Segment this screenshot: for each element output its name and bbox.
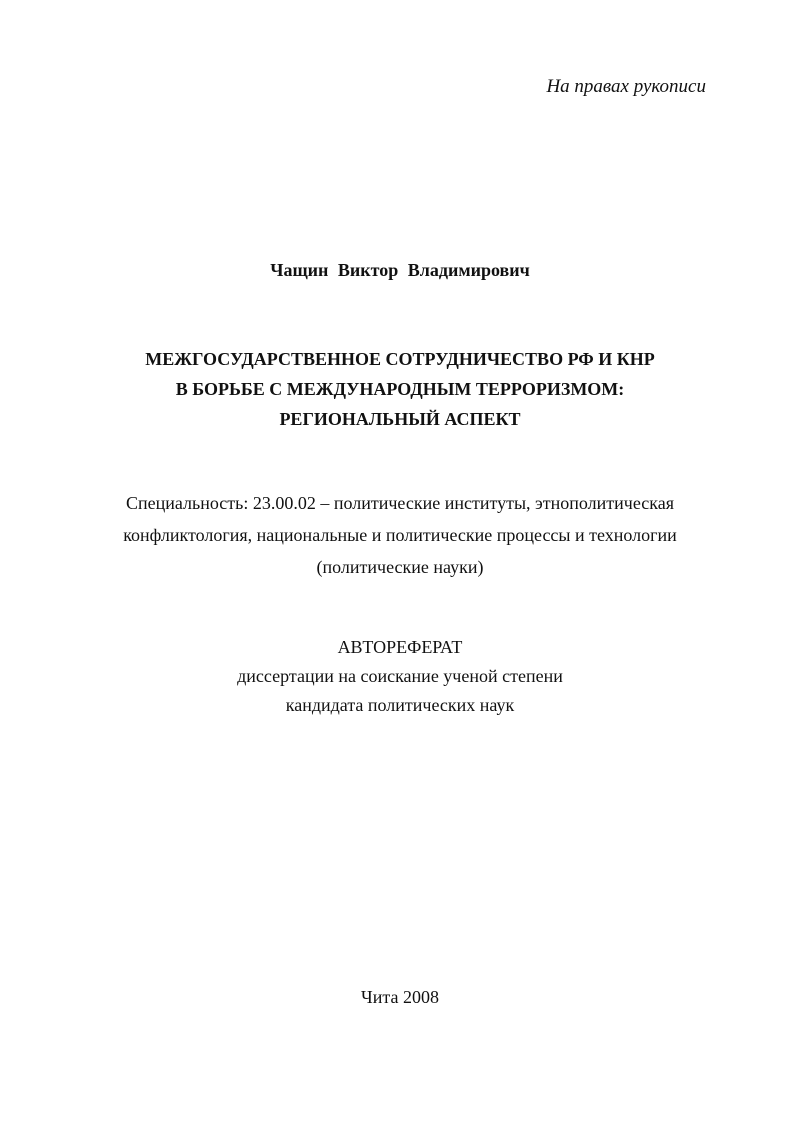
author-name: Чащин Виктор Владимирович bbox=[270, 260, 530, 280]
abstract-line: диссертации на соискание ученой степени bbox=[237, 666, 563, 686]
abstract-line: кандидата политических наук bbox=[285, 695, 515, 715]
title-line: МЕЖГОСУДАРСТВЕННОЕ СОТРУДНИЧЕСТВО РФ И КНР bbox=[145, 349, 655, 369]
title-line: РЕГИОНАЛЬНЫЙ АСПЕКТ bbox=[279, 409, 521, 429]
city-year: Чита 2008 bbox=[361, 987, 439, 1007]
specialty-line: конфликтология, национальные и политические процессы и технологии bbox=[123, 525, 677, 545]
abstract-heading: АВТОРЕФЕРАТ bbox=[337, 637, 463, 657]
specialty-block bbox=[0, 487, 800, 583]
rights-note: На правах рукописи bbox=[546, 76, 706, 97]
specialty-line: (политические науки) bbox=[316, 557, 484, 577]
specialty-line: Специальность: 23.00.02 – политические институты, этнополитическая bbox=[125, 493, 675, 513]
title-line: В БОРЬБЕ С МЕЖДУНАРОДНЫМ ТЕРРОРИЗМОМ: bbox=[175, 379, 625, 399]
abstract-block bbox=[0, 633, 800, 720]
dissertation-title bbox=[0, 344, 800, 434]
